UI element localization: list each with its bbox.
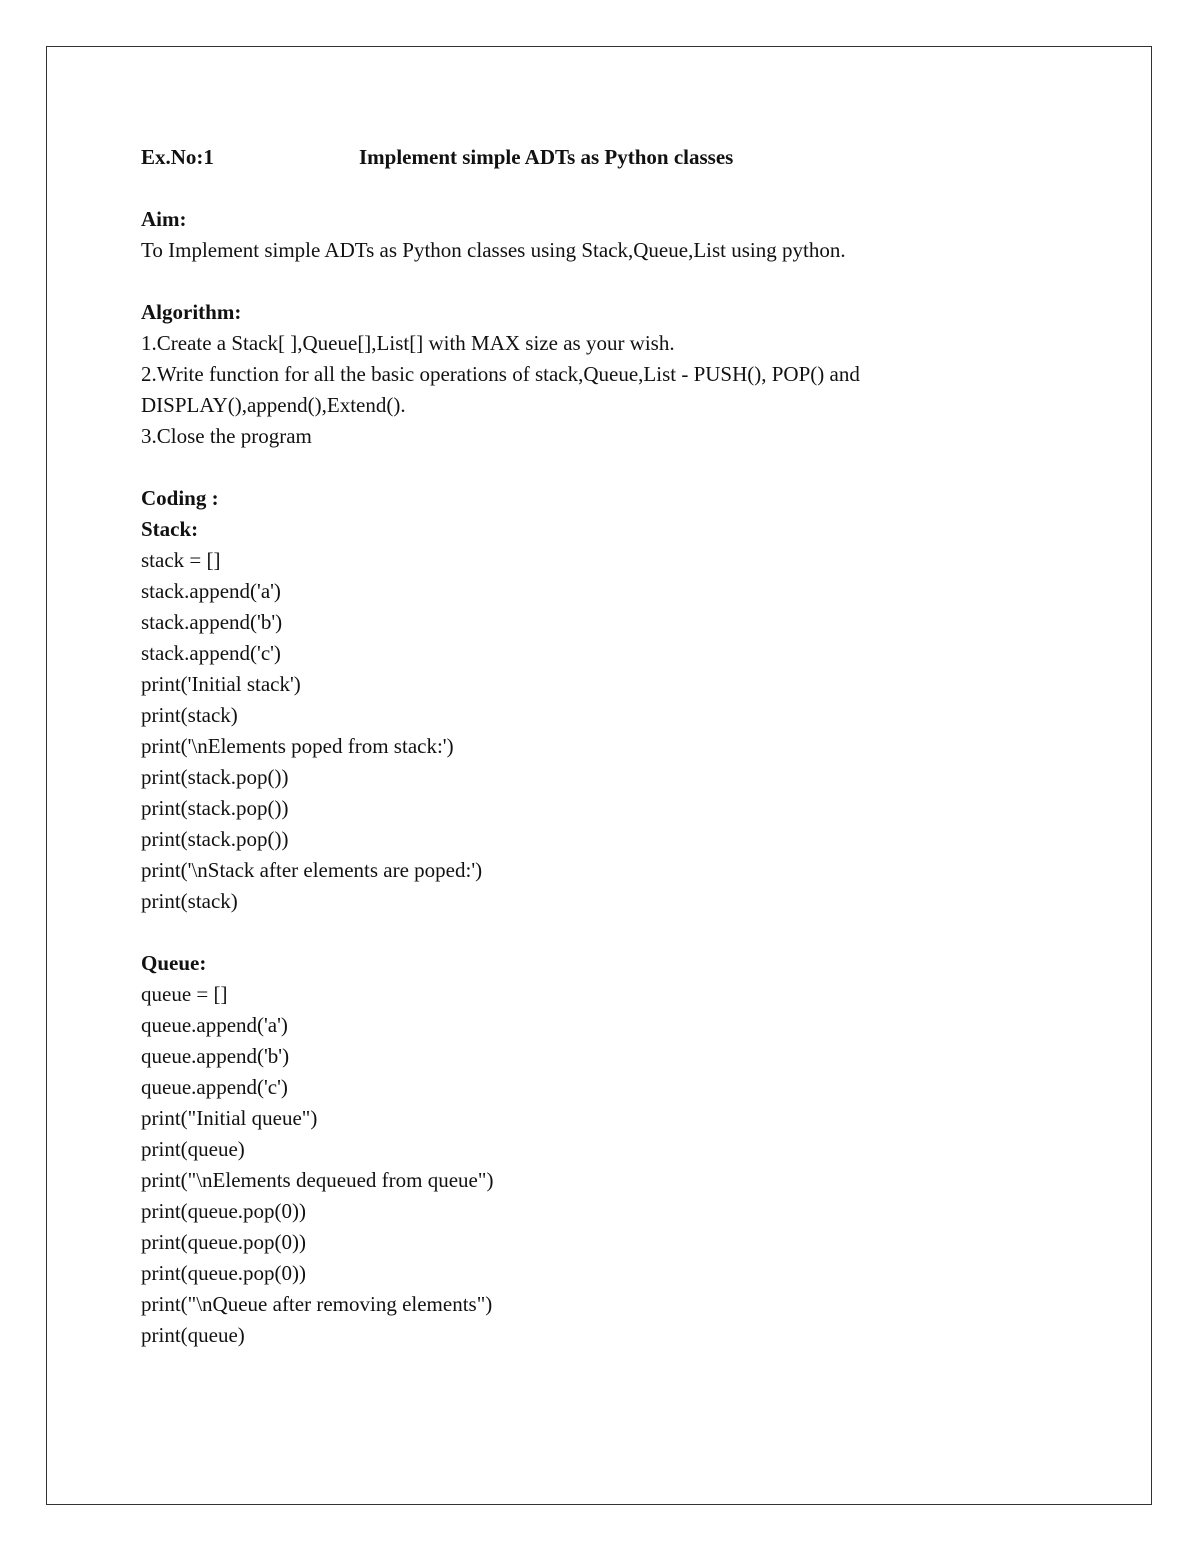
stack-code-line: print(stack.pop()) — [141, 796, 289, 820]
stack-code-line: stack.append('c') — [141, 641, 281, 665]
stack-code-line: stack.append('b') — [141, 610, 283, 634]
queue-code-line: queue = [] — [141, 982, 228, 1006]
queue-code-line: print(queue.pop(0)) — [141, 1261, 307, 1285]
page-title: Implement simple ADTs as Python classes — [359, 145, 734, 169]
queue-code-line: queue.append('c') — [141, 1075, 288, 1099]
aim-text: To Implement simple ADTs as Python classes using Stack,Queue,List using python. — [141, 238, 846, 262]
queue-code-line: print(queue) — [141, 1323, 245, 1347]
stack-code-line: stack.append('a') — [141, 579, 281, 603]
stack-heading: Stack: — [141, 517, 199, 541]
title-row — [141, 142, 1101, 173]
document-body — [141, 142, 1101, 1351]
queue-code-line: queue.append('b') — [141, 1044, 290, 1068]
stack-code-line: print(stack.pop()) — [141, 827, 289, 851]
stack-code-line: print('\nElements poped from stack:') — [141, 734, 454, 758]
exercise-number: Ex.No:1 — [141, 145, 214, 169]
stack-code-line: print('Initial stack') — [141, 672, 301, 696]
aim-heading: Aim: — [141, 207, 187, 231]
algorithm-line: 2.Write function for all the basic operations of stack,Queue,List - PUSH(), POP() and — [141, 362, 860, 386]
queue-code-line: print(queue) — [141, 1137, 245, 1161]
queue-heading: Queue: — [141, 951, 207, 975]
stack-code-line: print('\nStack after elements are poped:') — [141, 858, 483, 882]
queue-code-line: print(queue.pop(0)) — [141, 1230, 307, 1254]
queue-code-line: print("Initial queue") — [141, 1106, 318, 1130]
queue-code-line: print("\nElements dequeued from queue") — [141, 1168, 494, 1192]
queue-code-line: queue.append('a') — [141, 1013, 288, 1037]
coding-heading: Coding : — [141, 486, 219, 510]
queue-code-line: print(queue.pop(0)) — [141, 1199, 307, 1223]
stack-code-line: print(stack) — [141, 703, 238, 727]
stack-code-line: stack = [] — [141, 548, 221, 572]
algorithm-heading: Algorithm: — [141, 300, 242, 324]
algorithm-line: DISPLAY(),append(),Extend(). — [141, 393, 406, 417]
algorithm-line: 1.Create a Stack[ ],Queue[],List[] with MAX size as your wish. — [141, 331, 675, 355]
algorithm-line: 3.Close the program — [141, 424, 312, 448]
queue-code-line: print("\nQueue after removing elements") — [141, 1292, 493, 1316]
stack-code-line: print(stack) — [141, 889, 238, 913]
stack-code-line: print(stack.pop()) — [141, 765, 289, 789]
